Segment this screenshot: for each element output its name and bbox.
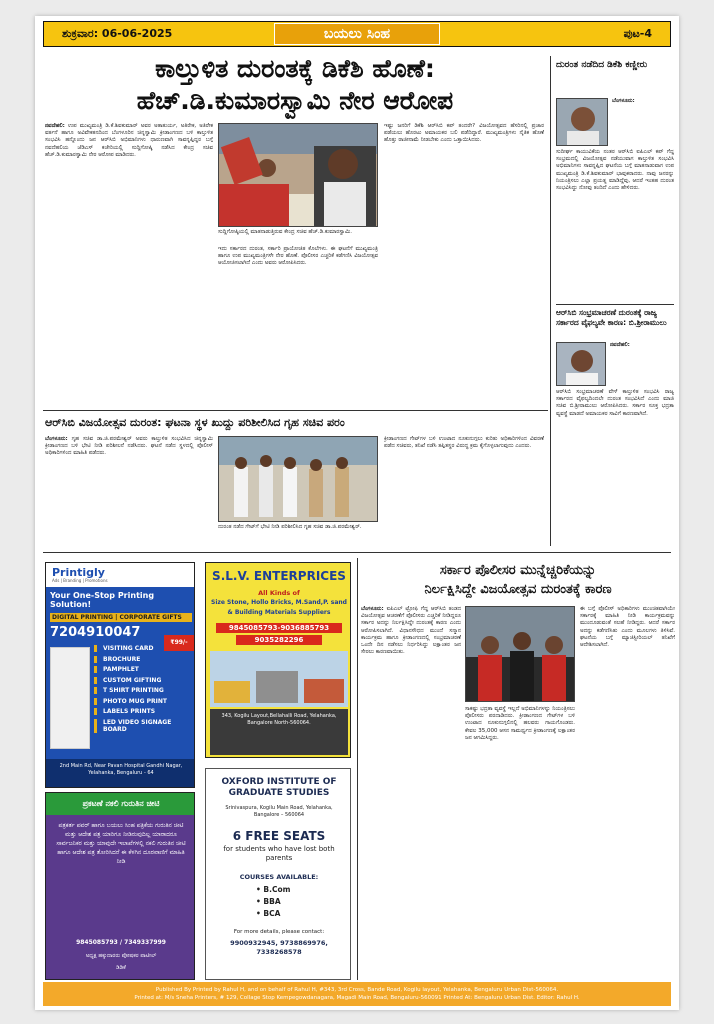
sidebar-divider [556, 304, 674, 305]
sriramulu-photo [556, 342, 606, 386]
story2-text-1: ಗೃಹ ಸಚಿವ ಡಾ.ಜಿ.ಪರಮೇಶ್ವರ್ ಅವರು ಕಾಲ್ತುಳಿತ ಸಂಭವಿಸಿದ ಚಿನ್ನಸ್ವಾಮಿ ಕ್ರೀಡಾಂಗಣದ ಬಳಿ ಭೇಟಿ ನೀಡಿ ಪರಿಶೀಲನೆ ನಡೆಸಿದರು. ಘಟನೆ ನಡೆದ ಸ್ಥಳದಲ್ಲಿ ಪೊಲೀಸ್ ಅಧಿಕಾರಿಗಳಿಂದ ಮಾಹಿತಿ ಪಡೆದರು. [45, 436, 213, 457]
kumaraswamy-press-photo [219, 124, 378, 227]
lead-headline-line2: ಹೆಚ್.ಡಿ.ಕುಮಾರಸ್ವಾಮಿ ನೇರ ಆರೋಪ [136, 86, 454, 115]
newspaper-page [35, 16, 679, 1010]
printigly-price-badge: ₹99/- [164, 635, 194, 651]
lead-text-1: ಉಪ ಮುಖ್ಯಮಂತ್ರಿ ಡಿ.ಕೆ.ಶಿವಕುಮಾರ್ ಅವರ ಅತಾತುರ್ಯ, ಅತಿರೇಕ, ಅತಿರೇಕ ವರ್ತನೆ ಹಾಗೂ ಅವಿವೇಕತನದಿಂದ ಬೆಂಗಳೂರಿನ ಚಿನ್ನಸ್ವಾಮಿ ಕ್ರೀಡಾಂಗಣದ ಬಳಿ ಕಾಲ್ತುಳಿತ ಸಂಭವಿಸಿ ಹನ್ನೊಂದು ಜನ ಆರ್‌ಸಿಬಿ ಅಭಿಮಾನಿಗಳು ಧಾರುಣವಾಗಿ ಸಾವನ್ನಪ್ಪಿದ್ದರ ಬಗ್ಗೆ ನವದೆಹಲಿಯ ಜೆಡಿಎಸ್ ಕಚೇರಿಯಲ್ಲಿ ಸುದ್ದಿಗೋಷ್ಠಿ ನಡೆಸಿದ ಕೇಂದ್ರ ಸಚಿವ ಹೆಚ್.ಡಿ.ಕುಮಾರಸ್ವಾಮಿ ನೇರ ಆರೋಪ ಮಾಡಿದರು. [45, 123, 213, 158]
imprint-line1: Published By Printed by Rahul H, and on behalf of Rahul H, #343, 3rd Cross, Bande Road, Kogilu layout, Yelahanka, Bengaluru Urban Dist-560064. [155, 987, 559, 993]
oxford-name: OXFORD INSTITUTE OF GRADUATE STUDIES [221, 777, 337, 798]
oxford-institute-ad [205, 768, 351, 980]
newspaper-title: ಬಯಲು ಸಿಂಹ [274, 23, 440, 45]
printigly-phone: 7204910047 [50, 625, 141, 640]
lead-body-col1 [45, 123, 213, 408]
oxford-course-item: • B.Com [256, 885, 291, 894]
lead-headline-line1: ಕಾಲ್ತುಳಿತ ದುರಂತಕ್ಕೆ ಡಿಕೆಶಿ ಹೊಣೆ: [155, 54, 435, 83]
lead-byline: ನವದೆಹಲಿ: [45, 123, 65, 129]
slv-line1: All Kinds of [258, 589, 300, 597]
story3-headline-line2: ನಿರ್ಲಕ್ಷಿಸಿದ್ದೇ ವಿಜಯೋತ್ಸವ ದುರಂತಕ್ಕೆ ಕಾರಣ [424, 582, 612, 597]
section-divider [43, 410, 548, 411]
story2-photo [218, 436, 378, 522]
printigly-ad [45, 562, 195, 788]
imprint-line2: Printed at: M/s Sneha Printers, # 129, Collage Stop Kempegowdanagara, Magadi Main Road, Bengaluru-560091 Printed At: Bengaluru Urban Dist. Editor: Rahul H. [134, 995, 580, 1001]
oxford-contact: 9900932945, 9738869976, 7338268578 [230, 939, 328, 956]
slv-phones: 9845085793-9036885793 [216, 623, 342, 633]
sidebar-body: ಸುದೀರ್ಘ ಕಾಯುವಿಕೆಯ ನಂತರ ಆರ್‌ಸಿಬಿ ಐಪಿಎಲ್ ಕಪ್ ಗೆದ್ದ ಸಂಭ್ರಮದಲ್ಲಿ ವಿಜಯೋತ್ಸವ ನಡೆಯುವಾಗ ಕಾಲ್ತುಳಿತ ಸಂಭವಿಸಿ ಅಭಿಮಾನಿಗಳು ಸಾವನ್ನಪ್ಪಿದ ಘಟನೆಯ ಬಗ್ಗೆ ಮಾತನಾಡುವಾಗ ಉಪ ಮುಖ್ಯಮಂತ್ರಿ ಡಿ.ಕೆ.ಶಿವಕುಮಾರ್ ಭಾವುಕರಾದರು. ನಾವು ಜನರನ್ನು ನಿಯಂತ್ರಿಸಲು ಎಲ್ಲಾ ಪ್ರಯತ್ನ ಮಾಡಿದ್ದೆವು, ಆದರೆ ಇಂತಹ ದುರಂತ ಸಂಭವಿಸಿದ್ದು ನೋವು ತಂದಿದೆ ಎಂದು ಹೇಳಿದರು. [556, 149, 674, 192]
sidebar-body-a [612, 98, 674, 146]
page-number: ಪುಟ-4 [623, 27, 652, 40]
fake-id-notice [45, 792, 195, 980]
products-image [50, 647, 90, 749]
story3-byline: ಬೆಂಗಳೂರು: [361, 606, 384, 612]
story3-body-col1 [361, 606, 461, 978]
printigly-service-item: CUSTOM GIFTING [94, 677, 178, 684]
printigly-headline: Your One-Stop Printing Solution! [50, 591, 155, 609]
sidebar-headline: ದುರಂತ ನಡೆದಿದ ಡಿಕೆಶಿ ಕಣ್ಣೀರು [556, 60, 648, 70]
column-rule-2 [357, 558, 358, 980]
printigly-logo: Printigly [52, 566, 105, 579]
printigly-service-item: LED VIDEO SIGNAGE BOARD [94, 719, 178, 733]
lead-photo-caption: ಸುದ್ದಿಗೋಷ್ಠಿಯಲ್ಲಿ ಮಾತನಾಡುತ್ತಿರುವ ಕೇಂದ್ರ ಸಚಿವ ಹೆಚ್.ಡಿ.ಕುಮಾರಸ್ವಾಮಿ. [218, 229, 353, 235]
dk-shivakumar-photo [556, 98, 608, 146]
lead-photo [218, 123, 378, 227]
oxford-offer: 6 FREE SEATS [232, 829, 326, 843]
story2-byline: ಬೆಂಗಳೂರು: [45, 436, 68, 442]
column-rule [550, 56, 551, 546]
lead-body-col3: ಇಷ್ಟು ಜನರಿಗೆ ಡಿಕೆಶಿ ಆರ್‌ಸಿಬಿ ಕಪ್ ತಂದರೇ? ವಿಜಯೋತ್ಸವದ ಹೆಸರಿನಲ್ಲಿ ಪ್ರಚಾರ ಪಡೆಯಲು ಹೊರಟು ಅಮಾಯಕರ ಬಲಿ ಪಡೆದಿದ್ದಾರೆ. ಮುಖ್ಯಮಂತ್ರಿಗಳು ನೈತಿಕ ಹೊಣೆ ಹೊತ್ತು ರಾಜೀನಾಮೆ ನೀಡಬೇಕು ಎಂದು ಒತ್ತಾಯಿಸಿದರು. [384, 123, 544, 144]
notice-signoff: ಅಧ್ಯಕ್ಷ ಹಕ್ಕುದಾರರು ಪೋಷಕರ ಪಾಟೀಲ್ [85, 953, 157, 959]
notice-title: ಪ್ರಕಟಣೆ ನಕಲಿ ಗುರುತಿನ ಚೀಟಿ [46, 793, 195, 815]
slv-enterprises-ad [205, 562, 351, 758]
printigly-service-item: BROCHURE [94, 656, 178, 663]
sidebar2-headline: ಆರ್‌ಸಿಬಿ ಸಂಭ್ರಮಾಚರಣೆ ದುರಂತಕ್ಕೆ ರಾಜ್ಯ ಸರ್ಕಾರದ ವೈಫಲ್ಯವೇ ಕಾರಣ: ಬಿ.ಶ್ರೀರಾಮುಲು [556, 308, 667, 327]
oxford-course-item: • BBA [256, 897, 281, 906]
imprint-footer [43, 982, 671, 1006]
printigly-service-item: T SHIRT PRINTING [94, 687, 178, 694]
notice-sign: ಡಿಡಿಕೆ [116, 965, 126, 971]
story3-headline-line1: ಸರ್ಕಾರ ಪೊಲೀಸರ ಮುನ್ನೆಚ್ಚರಿಕೆಯನ್ನು [439, 563, 597, 578]
portrait-image [557, 99, 608, 146]
printigly-service-item: VISITING CARD [94, 645, 178, 652]
story2-body-col1 [45, 436, 213, 548]
printigly-address: 2nd Main Rd, Near Pavan Hospital Gandhi Nagar, Yelahanka, Bengaluru - 64 [46, 759, 195, 788]
slv-name: S.L.V. ENTERPRICES [212, 569, 346, 583]
oxford-contact-label: For more details, please contact: [233, 929, 325, 935]
story3-body-col2: ಸಾಕಷ್ಟು ಭದ್ರತಾ ವ್ಯವಸ್ಥೆ ಇಲ್ಲದೆ ಅಭಿಮಾನಿಗಳನ್ನು ನಿಯಂತ್ರಿಸಲು ಪೊಲೀಸರು ಪರದಾಡಿದರು. ಕ್ರೀಡಾಂಗಣದ ಗೇಟ್‌ಗಳ ಬಳಿ ಉಂಟಾದ ನೂಕುನುಗ್ಗಲಿನಲ್ಲಿ ಹಲವರು ಗಾಯಗೊಂಡರು. ಕೇವಲ 35,000 ಆಸನ ಸಾಮರ್ಥ್ಯದ ಕ್ರೀಡಾಂಗಣಕ್ಕೆ ಲಕ್ಷಾಂತರ ಜನ ಆಗಮಿಸಿದ್ದರು. [465, 706, 575, 741]
slv-line2: Size Stone, Hollo Bricks, M.Sand,P. sand [211, 599, 347, 606]
slv-line3: & Building Materials Suppliers [227, 609, 331, 616]
printigly-service-item: LABELS PRINTS [94, 708, 178, 715]
sidebar-byline: ಬೆಂಗಳೂರು: [612, 98, 635, 104]
oxford-courses-list [256, 884, 336, 920]
oxford-address: Srinivaspura, Kogilu Main Road, Yelahanka, Bangalore – 560064 [225, 805, 333, 818]
story2-body-col2: ಕ್ರೀಡಾಂಗಣದ ಗೇಟ್‌ಗಳ ಬಳಿ ಉಂಟಾದ ನೂಕುನುಗ್ಗಲು ಕುರಿತು ಅಧಿಕಾರಿಗಳಿಂದ ವಿವರಣೆ ಪಡೆದ ಸಚಿವರು, ತನಿಖೆ ನಡೆಸಿ ತಪ್ಪಿತಸ್ಥರ ವಿರುದ್ಧ ಕ್ರಮ ಕೈಗೊಳ್ಳಲಾಗುವುದು ಎಂದರು. [384, 436, 544, 450]
oxford-course-item: • BCA [256, 909, 281, 918]
story3-text-1: ಐಪಿಎಲ್ ಟ್ರೋಫಿ ಗೆದ್ದ ಆರ್‌ಸಿಬಿ ತಂಡದ ವಿಜಯೋತ್ಸವ ಆಚರಣೆಗೆ ಪೊಲೀಸರು ಎಚ್ಚರಿಕೆ ನೀಡಿದ್ದರೂ ಸರ್ಕಾರ ಅದನ್ನು ನಿರ್ಲಕ್ಷಿಸಿದ್ದೇ ದುರಂತಕ್ಕೆ ಕಾರಣ ಎಂದು ಆರೋಪಿಸಲಾಗಿದೆ. ವಿಧಾನಸೌಧದ ಮುಂದೆ ಸನ್ಮಾನ ಕಾರ್ಯಕ್ರಮ ಹಾಗೂ ಕ್ರೀಡಾಂಗಣದಲ್ಲಿ ಸಂಭ್ರಮಾಚರಣೆ ಒಂದೇ ದಿನ ನಡೆಸಲು ನಿರ್ಧರಿಸಿದ್ದು ಲಕ್ಷಾಂತರ ಜನ ಸೇರಲು ಕಾರಣವಾಯಿತು. [361, 606, 461, 656]
slv-phone2: 9035282296 [236, 635, 322, 645]
printigly-tagline: Ads | Branding | Promotions [52, 578, 108, 583]
masthead [43, 21, 671, 47]
printigly-sub: DIGITAL PRINTING | CORPORATE GIFTS [50, 613, 192, 622]
printigly-service-item: PHOTO MUG PRINT [94, 698, 178, 705]
sidebar2-byline: ನವದೆಹಲಿ: [610, 342, 630, 348]
sidebar2-body: ಆರ್‌ಸಿಬಿ ಸಂಭ್ರಮಾಚರಣೆ ವೇಳೆ ಕಾಲ್ತುಳಿತ ಸಂಭವಿಸಿ ರಾಜ್ಯ ಸರ್ಕಾರದ ವೈಫಲ್ಯದಿಂದಲೇ ದುರಂತ ಸಂಭವಿಸಿದೆ ಎಂದು ಮಾಜಿ ಸಚಿವ ಬಿ.ಶ್ರೀರಾಮುಲು ಆರೋಪಿಸಿದರು. ಸರ್ಕಾರ ಸೂಕ್ತ ಭದ್ರತಾ ವ್ಯವಸ್ಥೆ ಮಾಡದೆ ಅಮಾಯಕರ ಸಾವಿಗೆ ಕಾರಣವಾಗಿದೆ. [556, 389, 674, 417]
story3-body-col3: ಈ ಬಗ್ಗೆ ಪೊಲೀಸ್ ಅಧಿಕಾರಿಗಳು ಮುಂಚಿತವಾಗಿಯೇ ಸರ್ಕಾರಕ್ಕೆ ಮಾಹಿತಿ ನೀಡಿ ಕಾರ್ಯಕ್ರಮವನ್ನು ಮುಂದೂಡುವಂತೆ ಸಲಹೆ ನೀಡಿದ್ದರು. ಆದರೆ ಸರ್ಕಾರ ಅದನ್ನು ಕಡೆಗಣಿಸಿತು ಎಂದು ಮೂಲಗಳು ತಿಳಿಸಿವೆ. ಘಟನೆಯ ಬಗ್ಗೆ ಮ್ಯಾಜಿಸ್ಟೀರಿಯಲ್ ತನಿಖೆಗೆ ಆದೇಶಿಸಲಾಗಿದೆ. [580, 606, 675, 649]
oxford-offer-sub: for students who have lost both parents [223, 845, 335, 862]
sidebar2-byline-block [610, 342, 674, 386]
printigly-logo-strip [46, 563, 195, 587]
slv-address: 343, Kogilu Layout,Bellahalli Road, Yelahanka, Bangalore North-560064. [210, 709, 348, 755]
parameshwar-visit-photo [219, 437, 378, 522]
portrait-image [557, 343, 606, 386]
rcb-players-photo [466, 607, 575, 702]
notice-body: ಪತ್ರಕರ್ತ ಪವರ್ ಹಾಗೂ ಬಯಲು ಸಿಂಹ ಪತ್ರಿಕೆಯ ಗುರುತಿನ ಚೀಟಿ ಮತ್ತು ಆದೇಶ ಪತ್ರ ಯಾರಿಗೂ ನೀಡಿರುವುದಿಲ್ಲ ಯಾರಾದರೂ ಸಾರ್ವಜನಿಕರ ಮತ್ತು ಯಾವುದೇ ಇಲಾಖೆಗಳಲ್ಲಿ ನಕಲಿ ಗುರುತಿನ ಚೀಟಿ ಹಾಗೂ ಆದೇಶ ಪತ್ರ ತೋರಿಸಿದರೆ ಈ ಕೆಳಗಿನ ದೂರವಾಣಿಗೆ ಮಾಹಿತಿ ನೀಡಿ [56, 822, 186, 865]
building-materials-image [210, 651, 348, 707]
issue-date: ಶುಕ್ರವಾರ: 06-06-2025 [62, 27, 173, 40]
story3-photo [465, 606, 575, 702]
oxford-courses-label: COURSES AVAILABLE: [239, 873, 319, 881]
printigly-service-item: PAMPHLET [94, 666, 178, 673]
printigly-services-list [94, 645, 178, 736]
story2-headline: ಆರ್‌ಸಿಬಿ ವಿಜಯೋತ್ಸವ ದುರಂತ: ಘಟನಾ ಸ್ಥಳ ಖುದ್ದು ಪರಿಶೀಲಿಸಿದ ಗೃಹ ಸಚಿವ ಪರಂ [45, 416, 345, 429]
section-divider-2 [43, 552, 671, 553]
story2-photo-caption: ದುರಂತ ನಡೆದ ಗೇಟ್‌ಗೆ ಭೇಟಿ ನೀಡಿ ಪರಿಶೀಲಿಸಿದ ಗೃಹ ಸಚಿವ ಡಾ.ಜಿ.ಪರಮೇಶ್ವರ್. [218, 524, 362, 530]
notice-phones: 9845085793 / 7349337999 [76, 939, 166, 946]
lead-body-col2: ಇದು ಸರ್ಕಾರದ ದುರಂತ, ಸರ್ಕಾರಿ ಪ್ರಾಯೋಜಿತ ಕೊಲೆಗಳು. ಈ ಘಟನೆಗೆ ಮುಖ್ಯಮಂತ್ರಿ ಹಾಗೂ ಉಪ ಮುಖ್ಯಮಂತ್ರಿಗಳೇ ನೇರ ಹೊಣೆ. ಪೊಲೀಸರ ಎಚ್ಚರಿಕೆ ಕಡೆಗಣಿಸಿ ವಿಜಯೋತ್ಸವ ಆಯೋಜಿಸಲಾಗಿದೆ ಎಂದು ಅವರು ಆರೋಪಿಸಿದರು. [218, 246, 378, 267]
